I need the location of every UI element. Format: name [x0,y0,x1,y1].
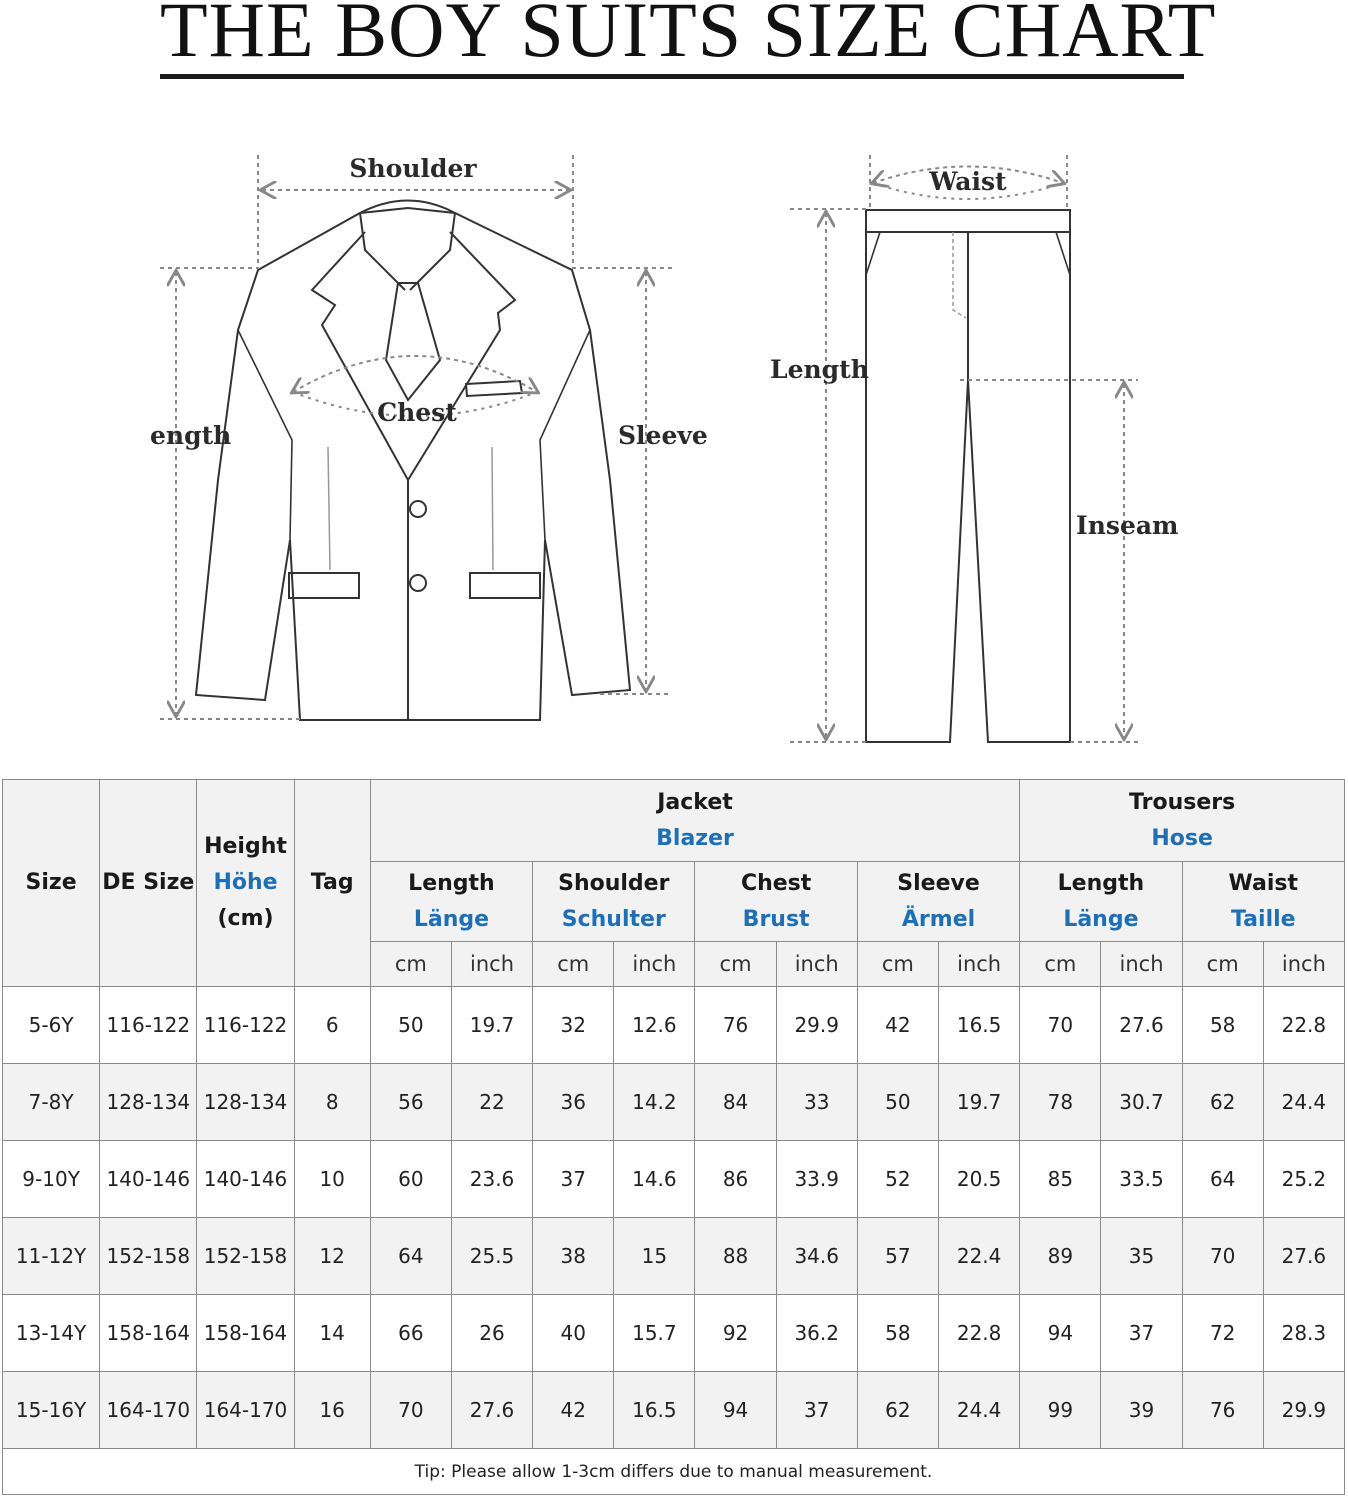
label-jacket-length: ength [150,421,232,450]
table-cell: 140-146 [100,1141,197,1218]
table-cell: 76 [1182,1372,1263,1449]
label-chest: Chest [377,398,457,427]
table-cell: 7-8Y [3,1064,100,1141]
table-cell: 116-122 [197,987,294,1064]
label-trousers-length: Length [770,355,869,384]
table-cell: 37 [1101,1295,1182,1372]
table-cell: 72 [1182,1295,1263,1372]
unit-cell: inch [451,942,532,987]
trousers-illustration [866,210,1070,742]
table-cell: 20.5 [938,1141,1019,1218]
table-cell: 29.9 [776,987,857,1064]
table-cell: 22.8 [938,1295,1019,1372]
table-cell: 29.9 [1263,1372,1344,1449]
table-cell: 37 [533,1141,614,1218]
table-cell: 27.6 [1263,1218,1344,1295]
table-cell: 164-170 [197,1372,294,1449]
table-cell: 38 [533,1218,614,1295]
table-cell: 27.6 [451,1372,532,1449]
table-cell: 128-134 [100,1064,197,1141]
table-cell: 39 [1101,1372,1182,1449]
table-cell: 62 [857,1372,938,1449]
table-cell: 16.5 [938,987,1019,1064]
table-cell: 27.6 [1101,987,1182,1064]
table-cell: 116-122 [100,987,197,1064]
table-cell: 62 [1182,1064,1263,1141]
table-cell: 25.5 [451,1218,532,1295]
header-size: Size [3,780,100,987]
header-shoulder: Shoulder Schulter [533,862,695,942]
unit-cell: cm [857,942,938,987]
table-row [3,1141,1345,1218]
table-cell: 9-10Y [3,1141,100,1218]
table-cell: 19.7 [451,987,532,1064]
label-inseam: Inseam [1076,511,1179,540]
unit-cell: cm [1182,942,1263,987]
unit-cell: inch [1101,942,1182,987]
header-jacket-length: Length Länge [370,862,532,942]
table-cell: 42 [857,987,938,1064]
table-cell: 24.4 [938,1372,1019,1449]
table-cell: 50 [857,1064,938,1141]
table-cell: 33.9 [776,1141,857,1218]
table-cell: 15-16Y [3,1372,100,1449]
unit-cell: inch [776,942,857,987]
table-cell: 99 [1020,1372,1101,1449]
table-cell: 6 [294,987,370,1064]
table-cell: 37 [776,1372,857,1449]
table-row [3,987,1345,1064]
header-tag: Tag [294,780,370,987]
table-cell: 128-134 [197,1064,294,1141]
header-waist: Waist Taille [1182,862,1344,942]
table-cell: 13-14Y [3,1295,100,1372]
header-height: Height Höhe (cm) [197,780,294,987]
table-cell: 32 [533,987,614,1064]
title-underline [160,74,1184,79]
header-chest: Chest Brust [695,862,857,942]
table-cell: 78 [1020,1064,1101,1141]
header-trousers: Trousers Hose [1020,780,1345,862]
table-cell: 8 [294,1064,370,1141]
table-cell: 70 [1182,1218,1263,1295]
table-cell: 58 [857,1295,938,1372]
table-cell: 35 [1101,1218,1182,1295]
table-cell: 84 [695,1064,776,1141]
table-cell: 94 [1020,1295,1101,1372]
table-cell: 22.4 [938,1218,1019,1295]
table-cell: 14.2 [614,1064,695,1141]
table-cell: 30.7 [1101,1064,1182,1141]
table-cell: 58 [1182,987,1263,1064]
table-cell: 5-6Y [3,987,100,1064]
table-row [3,1218,1345,1295]
label-waist: Waist [929,167,1007,196]
table-cell: 12.6 [614,987,695,1064]
table-cell: 14 [294,1295,370,1372]
title-text: THE BOY SUITS SIZE CHART [160,0,1217,73]
table-cell: 36.2 [776,1295,857,1372]
table-cell: 56 [370,1064,451,1141]
table-cell: 158-164 [197,1295,294,1372]
table-cell: 12 [294,1218,370,1295]
page-title [160,0,1217,80]
header-de-size: DE Size [100,780,197,987]
unit-cell: inch [1263,942,1344,987]
table-cell: 28.3 [1263,1295,1344,1372]
table-cell: 152-158 [197,1218,294,1295]
header-sleeve: Sleeve Ärmel [857,862,1019,942]
table-cell: 24.4 [1263,1064,1344,1141]
table-cell: 15.7 [614,1295,695,1372]
unit-cell: cm [370,942,451,987]
header-trousers-length: Length Länge [1020,862,1182,942]
table-cell: 140-146 [197,1141,294,1218]
table-cell: 70 [1020,987,1101,1064]
table-row [3,1372,1345,1449]
table-cell: 16.5 [614,1372,695,1449]
table-cell: 66 [370,1295,451,1372]
unit-cell: inch [614,942,695,987]
table-cell: 19.7 [938,1064,1019,1141]
table-cell: 23.6 [451,1141,532,1218]
table-cell: 33.5 [1101,1141,1182,1218]
table-cell: 60 [370,1141,451,1218]
table-cell: 164-170 [100,1372,197,1449]
table-cell: 15 [614,1218,695,1295]
table-cell: 40 [533,1295,614,1372]
tip-text: Tip: Please allow 1-3cm differs due to manual measurement. [3,1449,1345,1495]
table-cell: 76 [695,987,776,1064]
table-cell: 64 [1182,1141,1263,1218]
table-cell: 25.2 [1263,1141,1344,1218]
table-cell: 85 [1020,1141,1101,1218]
header-row-group [3,780,1345,862]
table-cell: 86 [695,1141,776,1218]
table-cell: 36 [533,1064,614,1141]
table-cell: 26 [451,1295,532,1372]
table-cell: 10 [294,1141,370,1218]
label-sleeve: Sleeve [618,421,708,450]
table-cell: 22.8 [1263,987,1344,1064]
unit-cell: cm [1020,942,1101,987]
size-chart-table [2,779,1345,1495]
measurement-diagram [0,100,1348,770]
table-cell: 16 [294,1372,370,1449]
unit-cell: cm [533,942,614,987]
table-cell: 33 [776,1064,857,1141]
jacket-measure-lines [160,155,672,719]
table-cell: 57 [857,1218,938,1295]
table-row [3,1064,1345,1141]
table-cell: 88 [695,1218,776,1295]
tip-row [3,1449,1345,1495]
unit-cell: inch [938,942,1019,987]
table-cell: 52 [857,1141,938,1218]
header-jacket: Jacket Blazer [370,780,1019,862]
table-cell: 94 [695,1372,776,1449]
table-cell: 92 [695,1295,776,1372]
table-cell: 64 [370,1218,451,1295]
table-cell: 158-164 [100,1295,197,1372]
table-cell: 89 [1020,1218,1101,1295]
table-cell: 152-158 [100,1218,197,1295]
table-cell: 50 [370,987,451,1064]
unit-cell: cm [695,942,776,987]
jacket-illustration [196,201,630,721]
table-cell: 42 [533,1372,614,1449]
table-cell: 14.6 [614,1141,695,1218]
table-cell: 34.6 [776,1218,857,1295]
table-cell: 11-12Y [3,1218,100,1295]
table-cell: 70 [370,1372,451,1449]
table-row [3,1295,1345,1372]
table-cell: 22 [451,1064,532,1141]
label-shoulder: Shoulder [349,154,477,183]
